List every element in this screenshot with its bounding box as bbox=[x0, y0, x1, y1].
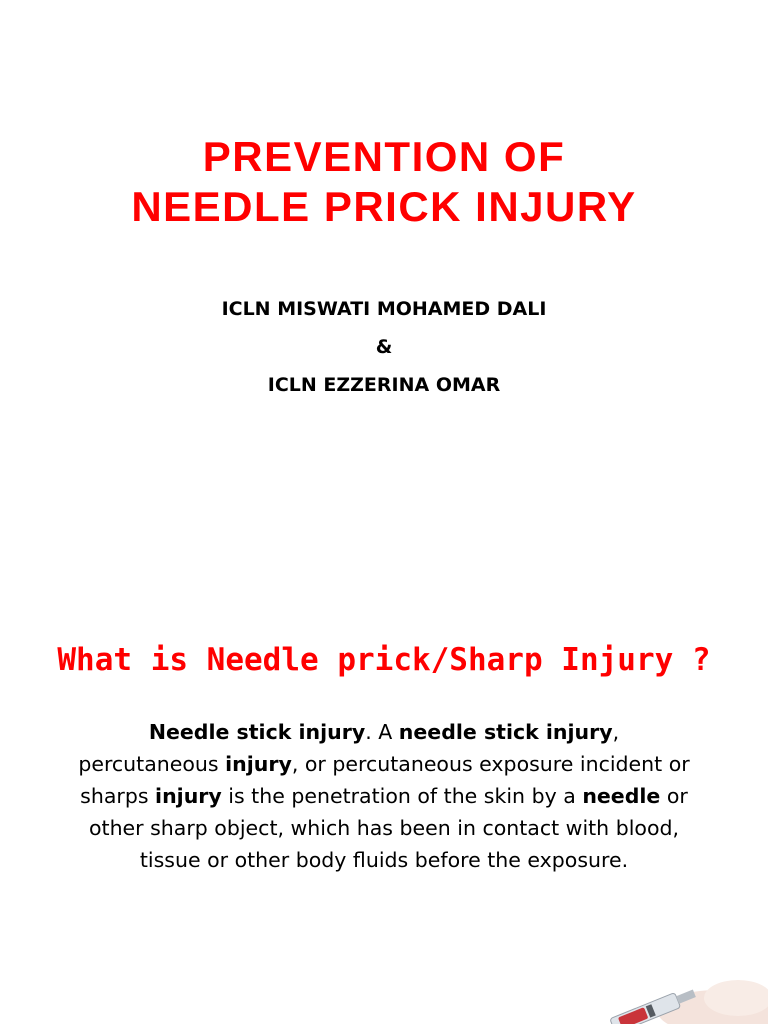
term-bold: needle bbox=[582, 784, 661, 808]
author-2: ICLN EZZERINA OMAR bbox=[267, 374, 501, 396]
term-bold: needle stick injury bbox=[398, 720, 613, 744]
presentation-title bbox=[0, 132, 768, 232]
term-bold: injury bbox=[155, 784, 222, 808]
author-block bbox=[0, 290, 768, 404]
title-line-2: NEEDLE PRICK INJURY bbox=[131, 183, 637, 230]
title-line-1: PREVENTION OF bbox=[202, 133, 566, 180]
author-separator: & bbox=[375, 336, 393, 358]
definition-heading: What is Needle prick/Sharp Injury ? bbox=[57, 642, 711, 678]
definition-paragraph: Needle stick injury. A needle stick injury, percutaneous injury, or percutaneous exposure incident or sharps injury is the penetration of the skin by a needle or other sharp object, which has been in contact with blood, tissue or other body fluids before the exposure. bbox=[78, 720, 690, 872]
term-bold: injury bbox=[225, 752, 292, 776]
syringe-icon bbox=[588, 968, 768, 1024]
term-bold: Needle stick injury bbox=[148, 720, 366, 744]
slide-definition bbox=[0, 560, 768, 1024]
author-1: ICLN MISWATI MOHAMED DALI bbox=[221, 298, 547, 320]
